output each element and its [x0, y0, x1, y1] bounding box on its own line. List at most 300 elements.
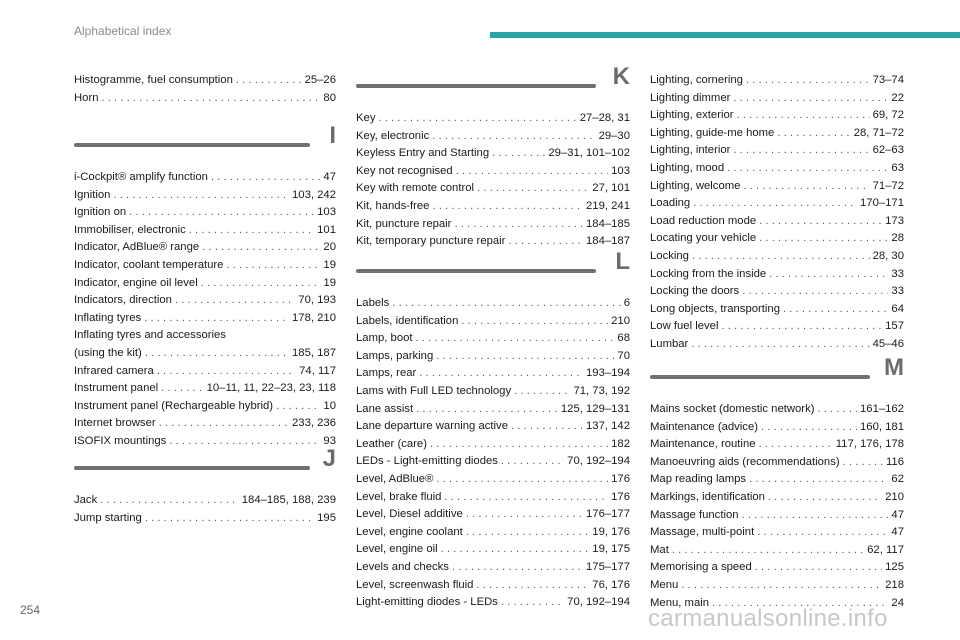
- entry-term: Infrared camera: [74, 364, 154, 377]
- index-entry: [650, 401, 904, 419]
- index-entry: [650, 436, 904, 454]
- entry-pages: 175–177: [586, 560, 630, 573]
- index-entry: [356, 145, 630, 163]
- index-entry: [356, 365, 630, 383]
- entry-term: Kit, puncture repair: [356, 217, 452, 230]
- entry-term: Lane departure warning active: [356, 420, 508, 433]
- index-entry: [650, 230, 904, 248]
- index-entry: [650, 419, 904, 437]
- entry-pages: 160, 181: [860, 420, 904, 433]
- dot-leader: [777, 125, 850, 143]
- entry-pages: 22: [891, 91, 904, 104]
- dot-leader: [419, 365, 583, 383]
- section-divider: [650, 375, 870, 379]
- entry-pages: 176: [611, 472, 630, 485]
- entry-pages: 47: [323, 171, 336, 183]
- index-entry: [74, 363, 336, 381]
- entry-term: Menu: [650, 578, 679, 591]
- entry-term: Manoeuvring aids (recommendations): [650, 455, 840, 468]
- dot-leader: [501, 453, 564, 471]
- index-entry: [74, 310, 336, 328]
- index-entry: [356, 524, 630, 542]
- entry-term: Key with remote control: [356, 182, 475, 195]
- index-entry: [74, 415, 336, 433]
- entry-term: Massage, multi-point: [650, 526, 755, 539]
- entry-pages: 64: [891, 302, 904, 315]
- entry-pages: 70, 193: [298, 294, 336, 307]
- entry-pages: 176: [611, 490, 630, 503]
- entry-pages: 74, 117: [299, 364, 336, 377]
- entry-term: Menu, main: [650, 596, 710, 609]
- index-entry: [356, 436, 630, 454]
- entry-term: Massage function: [650, 508, 739, 521]
- entry-term: (using the kit): [74, 346, 142, 359]
- entry-term: Loading: [650, 197, 691, 210]
- index-entry: [356, 128, 630, 146]
- entry-term: Markings, identification: [650, 490, 765, 503]
- index-entry: [74, 239, 336, 257]
- index-entry: [356, 594, 630, 612]
- entry-term: Lamps, parking: [356, 349, 434, 362]
- entry-term: Long objects, transporting: [650, 302, 780, 315]
- dot-leader: [727, 160, 888, 178]
- dot-leader: [161, 380, 203, 398]
- entry-term: Leather (care): [356, 437, 427, 450]
- index-entry: [650, 507, 904, 525]
- dot-leader: [159, 415, 289, 433]
- entry-pages: 173: [885, 214, 904, 227]
- entry-term: Jump starting: [74, 511, 142, 524]
- index-entry: [74, 398, 336, 416]
- dot-leader: [100, 492, 239, 510]
- entry-pages: 27, 101: [592, 182, 630, 195]
- entry-pages: 80: [323, 91, 336, 104]
- entry-pages: 25–26: [304, 74, 336, 86]
- entry-pages: 93: [323, 434, 336, 447]
- index-entry: [650, 248, 904, 266]
- dot-leader: [202, 239, 320, 257]
- dot-leader: [693, 195, 857, 213]
- index-entry: [356, 418, 630, 436]
- index-entry: [74, 492, 336, 510]
- entry-term: Lighting dimmer: [650, 91, 731, 104]
- dot-leader: [733, 90, 888, 108]
- entry-term: Levels and checks: [356, 560, 449, 573]
- dot-leader: [759, 213, 882, 231]
- dot-leader: [157, 363, 296, 381]
- section-letter: K: [612, 63, 630, 90]
- index-entry: [650, 90, 904, 108]
- dot-leader: [769, 266, 888, 284]
- entry-term: Map reading lamps: [650, 473, 747, 486]
- entry-term: Ignition: [74, 188, 111, 201]
- entry-pages: 182: [611, 437, 630, 450]
- entry-pages: 20: [323, 241, 336, 254]
- dot-leader: [737, 107, 870, 125]
- entry-pages: 33: [891, 285, 904, 298]
- index-entry: [74, 327, 336, 345]
- index-entry: [356, 198, 630, 216]
- entry-term: Lamp, boot: [356, 332, 413, 345]
- dot-leader: [477, 180, 589, 198]
- index-entry: [356, 180, 630, 198]
- index-entry: [74, 275, 336, 293]
- dot-leader: [436, 471, 608, 489]
- dot-leader: [432, 198, 583, 216]
- dot-leader: [746, 72, 870, 90]
- dot-leader: [102, 90, 321, 108]
- dot-leader: [672, 542, 864, 560]
- entry-term: Kit, hands-free: [356, 199, 430, 212]
- dot-leader: [454, 216, 583, 234]
- header-title: Alphabetical index: [74, 24, 172, 38]
- index-entry: [356, 163, 630, 181]
- entry-pages: 219, 241: [586, 199, 630, 212]
- entry-pages: 195: [317, 511, 336, 524]
- dot-leader: [476, 577, 589, 595]
- entry-pages: 101: [317, 223, 336, 236]
- entry-term: Maintenance (advice): [650, 420, 759, 433]
- entry-term: LEDs - Light-emitting diodes: [356, 455, 498, 468]
- section-entries: [356, 295, 630, 612]
- index-entry: [74, 169, 336, 187]
- entry-term: Level, engine oil: [356, 543, 438, 556]
- index-entry: [650, 471, 904, 489]
- index-entry: [74, 257, 336, 275]
- header-accent-bar: [490, 32, 960, 38]
- entry-pages: 62, 117: [867, 543, 904, 556]
- dot-leader: [768, 489, 882, 507]
- dot-leader: [416, 330, 615, 348]
- dot-leader: [511, 418, 583, 436]
- index-entry: [650, 72, 904, 90]
- dot-leader: [145, 345, 289, 363]
- index-entry: [356, 489, 630, 507]
- index-entry: [356, 383, 630, 401]
- index-entry: [650, 542, 904, 560]
- dot-leader: [441, 541, 590, 559]
- dot-leader: [416, 401, 558, 419]
- entry-pages: 103, 242: [292, 188, 336, 201]
- dot-leader: [461, 313, 608, 331]
- entry-term: Locking from the inside: [650, 267, 767, 280]
- entry-pages: 19, 176: [592, 525, 630, 538]
- dot-leader: [444, 489, 608, 507]
- index-entry: [74, 90, 336, 108]
- entry-pages: 24: [891, 596, 904, 609]
- index-entry: [650, 125, 904, 143]
- index-entry: [356, 471, 630, 489]
- dot-leader: [466, 524, 590, 542]
- dot-leader: [759, 436, 833, 454]
- index-entry: [650, 524, 904, 542]
- section-i: [74, 117, 336, 451]
- entry-pages: 29–31, 101–102: [548, 147, 630, 160]
- index-entry: [356, 453, 630, 471]
- entry-pages: 185, 187: [292, 346, 336, 359]
- entry-pages: 137, 142: [586, 420, 630, 433]
- dot-leader: [456, 163, 608, 181]
- entry-pages: 33: [891, 267, 904, 280]
- index-entry: [650, 142, 904, 160]
- dot-leader: [466, 506, 583, 524]
- entry-term: Internet browser: [74, 417, 156, 430]
- dot-leader: [226, 257, 320, 275]
- dot-leader: [759, 230, 888, 248]
- index-entry: [74, 345, 336, 363]
- entry-pages: 157: [885, 320, 904, 333]
- entry-term: Immobiliser, electronic: [74, 223, 186, 236]
- section-l: [356, 243, 630, 612]
- entry-pages: 70, 192–194: [567, 596, 630, 609]
- section-entries: [74, 492, 336, 527]
- entry-pages: 69, 72: [872, 109, 904, 122]
- dot-leader: [501, 594, 564, 612]
- entry-pages: 47: [891, 526, 904, 539]
- dot-leader: [783, 301, 888, 319]
- entry-term: Lane assist: [356, 402, 414, 415]
- index-entry: [356, 330, 630, 348]
- index-entry: [650, 107, 904, 125]
- entry-term: Horn: [74, 91, 99, 104]
- index-entry: [650, 577, 904, 595]
- entry-term: Lighting, guide-me home: [650, 126, 775, 139]
- entry-term: Key: [356, 112, 376, 124]
- entry-term: Lams with Full LED technology: [356, 384, 512, 397]
- dot-leader: [201, 275, 321, 293]
- entry-pages: 210: [885, 490, 904, 503]
- entry-term: Indicator, AdBlue® range: [74, 241, 200, 254]
- entry-term: Indicator, engine oil level: [74, 276, 198, 289]
- section-letter: M: [884, 354, 904, 381]
- dot-leader: [692, 248, 870, 266]
- dot-leader: [144, 310, 289, 328]
- dot-leader: [432, 128, 595, 146]
- index-entry: [356, 110, 630, 128]
- entry-term: Instrument panel (Rechargeable hybrid): [74, 399, 274, 412]
- entry-term: Key not recognised: [356, 164, 453, 177]
- entry-term: Level, Diesel additive: [356, 508, 463, 521]
- index-entry: [650, 489, 904, 507]
- index-entry: [650, 266, 904, 284]
- index-entry: [356, 216, 630, 234]
- index-entry: [356, 506, 630, 524]
- section-divider: [356, 269, 596, 273]
- dot-leader: [436, 348, 614, 366]
- index-entry: [74, 510, 336, 528]
- entry-pages: 184–185, 188, 239: [241, 494, 336, 506]
- index-entry: [74, 72, 336, 90]
- dot-leader: [721, 318, 882, 336]
- entry-pages: 161–162: [860, 403, 904, 415]
- section-entries: [356, 110, 630, 251]
- index-entry: [356, 401, 630, 419]
- entry-term: Histogramme, fuel consumption: [74, 74, 233, 86]
- dot-leader: [843, 454, 883, 472]
- entry-term: Locking the doors: [650, 285, 740, 298]
- index-entry: [74, 222, 336, 240]
- dot-leader: [113, 187, 289, 205]
- entry-pages: 71, 73, 192: [573, 384, 630, 397]
- entry-term: Level, AdBlue®: [356, 472, 434, 485]
- section-m: [650, 349, 904, 612]
- section-entries: [650, 401, 904, 612]
- index-entry: [356, 541, 630, 559]
- entry-pages: 62–63: [872, 144, 904, 157]
- index-entry: [356, 313, 630, 331]
- dot-leader: [430, 436, 608, 454]
- index-entry: [650, 454, 904, 472]
- entry-pages: 62: [891, 473, 904, 486]
- entry-term: Lighting, interior: [650, 144, 731, 157]
- entry-pages: 63: [891, 161, 904, 174]
- entry-term: Mat: [650, 543, 669, 556]
- index-entry: [650, 195, 904, 213]
- index-entry: [356, 348, 630, 366]
- dot-leader: [452, 559, 583, 577]
- dot-leader: [236, 72, 302, 90]
- entry-term: Light-emitting diodes - LEDs: [356, 596, 498, 609]
- dot-leader: [742, 283, 888, 301]
- entry-term: Keyless Entry and Starting: [356, 147, 490, 160]
- entry-pages: 117, 176, 178: [835, 438, 904, 451]
- dot-leader: [189, 222, 314, 240]
- entry-term: Instrument panel: [74, 382, 159, 395]
- dot-leader: [378, 110, 576, 128]
- entry-pages: 45–46: [872, 337, 904, 350]
- index-entry: [356, 295, 630, 313]
- entry-pages: 218: [885, 578, 904, 591]
- index-entry: [650, 178, 904, 196]
- entry-pages: 233, 236: [292, 417, 336, 430]
- entry-term: Locking: [650, 249, 689, 262]
- dot-leader: [492, 145, 545, 163]
- entry-term: Labels: [356, 297, 390, 309]
- entry-term: Labels, identification: [356, 314, 459, 327]
- entry-term: Kit, temporary puncture repair: [356, 235, 506, 248]
- entries-h: [74, 72, 336, 107]
- entry-pages: 70: [617, 349, 630, 362]
- entry-pages: 28, 30: [872, 249, 904, 262]
- entry-term: Mains socket (domestic network): [650, 403, 815, 415]
- entry-term: Level, engine coolant: [356, 525, 463, 538]
- entry-pages: 19: [323, 258, 336, 271]
- dot-leader: [392, 295, 620, 313]
- index-entry: [650, 318, 904, 336]
- entry-term: Inflating tyres and accessories: [74, 329, 226, 342]
- dot-leader: [749, 471, 888, 489]
- dot-leader: [175, 292, 295, 310]
- entry-pages: 27–28, 31: [579, 112, 630, 124]
- index-entry: [650, 301, 904, 319]
- section-letter: L: [615, 248, 630, 275]
- index-entry: [74, 187, 336, 205]
- page-number: 254: [20, 603, 41, 617]
- entry-term: Lamps, rear: [356, 367, 417, 380]
- entries-l-cont: [650, 72, 904, 354]
- section-divider: [356, 84, 596, 88]
- entry-term: i-Cockpit® amplify function: [74, 171, 208, 183]
- entry-pages: 6: [623, 297, 630, 309]
- entry-term: Indicator, coolant temperature: [74, 258, 224, 271]
- dot-leader: [757, 524, 888, 542]
- dot-leader: [129, 204, 314, 222]
- dot-leader: [211, 169, 321, 187]
- index-entry: [650, 283, 904, 301]
- index-entry: [650, 213, 904, 231]
- entry-term: Memorising a speed: [650, 561, 752, 574]
- dot-leader: [743, 178, 869, 196]
- entry-pages: 103: [611, 164, 630, 177]
- entry-pages: 193–194: [586, 367, 630, 380]
- dot-leader: [761, 419, 857, 437]
- entry-pages: 19: [323, 276, 336, 289]
- entry-pages: 47: [891, 508, 904, 521]
- section-divider: [74, 143, 310, 147]
- dot-leader: [733, 142, 869, 160]
- section-j: [74, 440, 336, 527]
- dot-leader: [742, 507, 889, 525]
- entry-pages: 29–30: [598, 129, 630, 142]
- entry-pages: 68: [617, 332, 630, 345]
- dot-leader: [817, 401, 857, 419]
- entry-pages: 210: [611, 314, 630, 327]
- dot-leader: [681, 577, 882, 595]
- section-letter: I: [329, 122, 336, 149]
- entry-pages: 10: [323, 399, 336, 412]
- dot-leader: [755, 559, 882, 577]
- entry-pages: 71–72: [872, 179, 904, 192]
- entry-pages: 28, 71–72: [853, 126, 904, 139]
- entry-term: Jack: [74, 494, 98, 506]
- entry-term: Load reduction mode: [650, 214, 757, 227]
- section-entries: [74, 169, 336, 451]
- entry-term: Maintenance, routine: [650, 438, 756, 451]
- entry-pages: 76, 176: [592, 578, 630, 591]
- entry-pages: 178, 210: [292, 311, 336, 324]
- entry-term: Level, screenwash fluid: [356, 578, 474, 591]
- entry-pages: 176–177: [586, 508, 630, 521]
- index-entry: [650, 559, 904, 577]
- entry-term: Ignition on: [74, 206, 127, 219]
- entry-pages: 170–171: [860, 197, 904, 210]
- dot-leader: [276, 398, 320, 416]
- index-entry: [650, 160, 904, 178]
- entry-term: ISOFIX mountings: [74, 434, 167, 447]
- entry-term: Lumbar: [650, 337, 689, 350]
- entry-term: Lighting, mood: [650, 161, 725, 174]
- dot-leader: [514, 383, 570, 401]
- entry-pages: 73–74: [872, 74, 904, 86]
- entry-term: Inflating tyres: [74, 311, 142, 324]
- entry-term: Locating your vehicle: [650, 232, 757, 245]
- section-letter: J: [322, 445, 336, 472]
- entry-pages: 28: [891, 232, 904, 245]
- index-entry: [74, 292, 336, 310]
- dot-leader: [145, 510, 314, 528]
- entry-pages: 10–11, 11, 22–23, 23, 118: [206, 382, 336, 395]
- entry-pages: 70, 192–194: [567, 455, 630, 468]
- entry-term: Lighting, exterior: [650, 109, 734, 122]
- entry-term: Lighting, cornering: [650, 74, 743, 86]
- entry-term: Indicators, direction: [74, 294, 172, 307]
- entry-pages: 19, 175: [592, 543, 630, 556]
- section-k: [356, 58, 630, 251]
- entry-term: Lighting, welcome: [650, 179, 741, 192]
- watermark: carmanualsonline.info: [648, 605, 888, 632]
- entry-pages: 125, 129–131: [560, 402, 630, 415]
- entry-pages: 184–187: [586, 235, 630, 248]
